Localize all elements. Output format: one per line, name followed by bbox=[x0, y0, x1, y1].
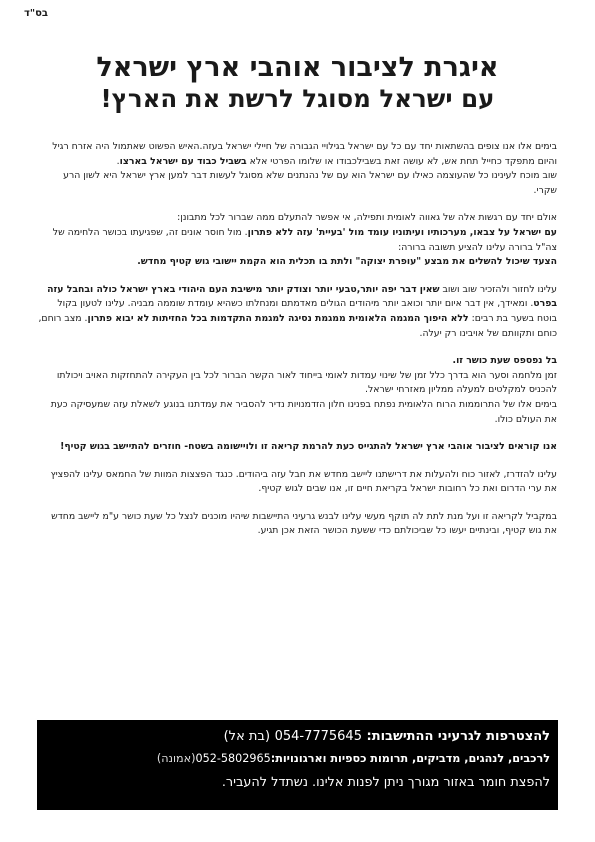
paragraph-2 bbox=[38, 211, 557, 269]
text-span: . מצב רוחם, כוחם ותקוותם של אויבינו רק יעלה. bbox=[38, 312, 557, 339]
banner-line-distribution: להפצת חומר באזור מגורך ניתן לפנות אלינו. נשתדל להעביר. bbox=[221, 775, 550, 790]
paragraph-6 bbox=[38, 468, 557, 497]
phone-number[interactable]: 052-5802965 bbox=[195, 752, 271, 765]
paragraph-text: במקביל לקריאה זו ועל מנת לתת לה תוקף מעשי עלינו לבנש גרעיני התיישבות שיהיו מוכנים לנצל כל שעת כושר ע"מ ליישב מחדש את גוש קטיף, ובינתיים יעשו כל שביכולתם כדי ששעת הכושר הזאת אכן תגיע. bbox=[51, 510, 557, 537]
paragraph-heading bbox=[38, 354, 557, 369]
paragraph-text: זמן מלחמה וסער הוא בדרך כלל זמן של שינוי עמדות לאומי בייחוד לאור הקשר הברור לכל בין העקירה להתחזקות האויב ויכולתו להכניס למקלטים למעלה ממליון מאזרחי ישראל. bbox=[56, 369, 557, 396]
text-span: . ומאידך, אין דבר איום יותר וכואב יותר מיהודים הגולים מאדמתם ומנחלתו כשהיא עומדת שוממה מבניה. עלינו לטעון בקול בוטח בשער בת רבים: bbox=[57, 298, 557, 324]
banner-label: להצטרפות לגרעיני ההתישבות: bbox=[366, 729, 550, 744]
text-span: עלינו לחזור ולהזכיר שוב ושוב bbox=[439, 283, 557, 295]
paragraph-text bbox=[38, 255, 557, 270]
paragraph-4 bbox=[38, 354, 557, 427]
paragraph-1 bbox=[38, 140, 557, 198]
bold-text: ללא היפוך המגמה הלאומית ממגמת נסיגה למגמת התקדמות בכל החזיתות לא יבוא פתרון bbox=[87, 312, 469, 324]
text-span: . מול חוסר אונים זה, שפגיעתו בכושר הלחימה של צה"ל ברורה עלינו להציע תשובה ברורה: bbox=[52, 226, 557, 253]
paragraph-7 bbox=[38, 510, 557, 539]
location-name: (בת אל) bbox=[223, 729, 271, 744]
paragraph-text: בימים אלו של התרוממות הרוח הלאומית נפתח בפנינו חלון הזדמנויות נדיר להסביר את עמדתנו בנוגע לשאלת עזה שמעסיקה כעת את העולם כולו. bbox=[50, 398, 557, 425]
paragraph-text bbox=[38, 140, 557, 169]
paragraph-text bbox=[38, 211, 557, 255]
paragraph-text: עלינו להזדרז, לאזור כוח ולהעלות את דרישתנו ליישב מחדש את חבל עזה ביהודים. כנגד הפצצות המוות של החמאס עלינו להפציץ את ערי הדרום ואת כל רחובות ישראל בקריאת חיים זו, אנו שבים לגוש קטיף. bbox=[50, 468, 557, 495]
bold-text: אנו קוראים לציבור אוהבי ארץ ישראל להתגייס כעת להרמת קריאה זו ולויישומה בשטח- חוזרים להתיישב בגוש קטיף! bbox=[60, 441, 557, 453]
bold-text: שאין דבר יפה יותר,טבעי יותר וצודק יותר מישיבת העם היהודי בארץ ישראל כולה ובחבל עזה בפרט bbox=[47, 283, 557, 310]
banner-label: לרכבים, לנהגים, מדביקים, תרומות כספיות וארגונויות: bbox=[270, 752, 550, 765]
page-title: איגרת לציבור אוהבי ארץ ישראל bbox=[96, 52, 499, 83]
bold-text: בל נפספס שעת כושר זו. bbox=[452, 355, 557, 367]
text-span: בימים אלו אנו צופים בהשתאות יחד עם כל עם ישראל בגילויי הגבורה של חיילי ישראל בעזה.האיש הפשוט שאתמול היה אזרח רגיל והיום מתפקד כחייל תחת אש, לא עושה זאת בשבילכבודו או שלומו הפרטי אלא bbox=[52, 141, 557, 167]
call-to-action bbox=[38, 440, 557, 455]
bold-text: עם ישראל על צבאו, מערכותיו ועיתוניו עומד מול 'בעיית' עזה ללא פתרון bbox=[247, 226, 557, 238]
contact-banner bbox=[37, 720, 558, 810]
banner-line-join bbox=[45, 726, 550, 747]
paragraph-3 bbox=[38, 283, 557, 341]
text-span: אולם יחד עם רגשות אלה של גאווה לאומית ותפילה, אי אפשר להתעלם ממה שברור לכל מתבונן: bbox=[177, 212, 557, 224]
bsd-mark: בס"ד bbox=[24, 8, 48, 19]
bold-text: בשביל כבוד עם ישראל בארצו bbox=[119, 155, 247, 167]
bold-text: הצעד שיכול להשלים את מבצע "עופרת יצוקה" ולתת בו תכלית הוא הקמת יישובי גוש קטיף מחדש. bbox=[137, 256, 557, 268]
paragraph-text: שוב מוכח לעינינו כל שהעוצמה כאילו עם ישראל הוא עם של נהנתנים שלא מסוגל לעשות דבר למען ארץ ישראל היא לשון הרע שקרי. bbox=[63, 170, 557, 196]
page-subtitle: עם ישראל מסוגל לרשת את הארץ! bbox=[100, 84, 495, 113]
text-span: . bbox=[116, 155, 120, 167]
location-name: (אמונה) bbox=[156, 752, 196, 765]
header bbox=[30, 52, 565, 114]
paragraph-text bbox=[38, 283, 557, 341]
letter-body bbox=[38, 140, 557, 552]
phone-number[interactable]: 054-7775645 bbox=[274, 729, 362, 744]
paragraph-5 bbox=[38, 440, 557, 455]
banner-line-support bbox=[45, 747, 550, 771]
